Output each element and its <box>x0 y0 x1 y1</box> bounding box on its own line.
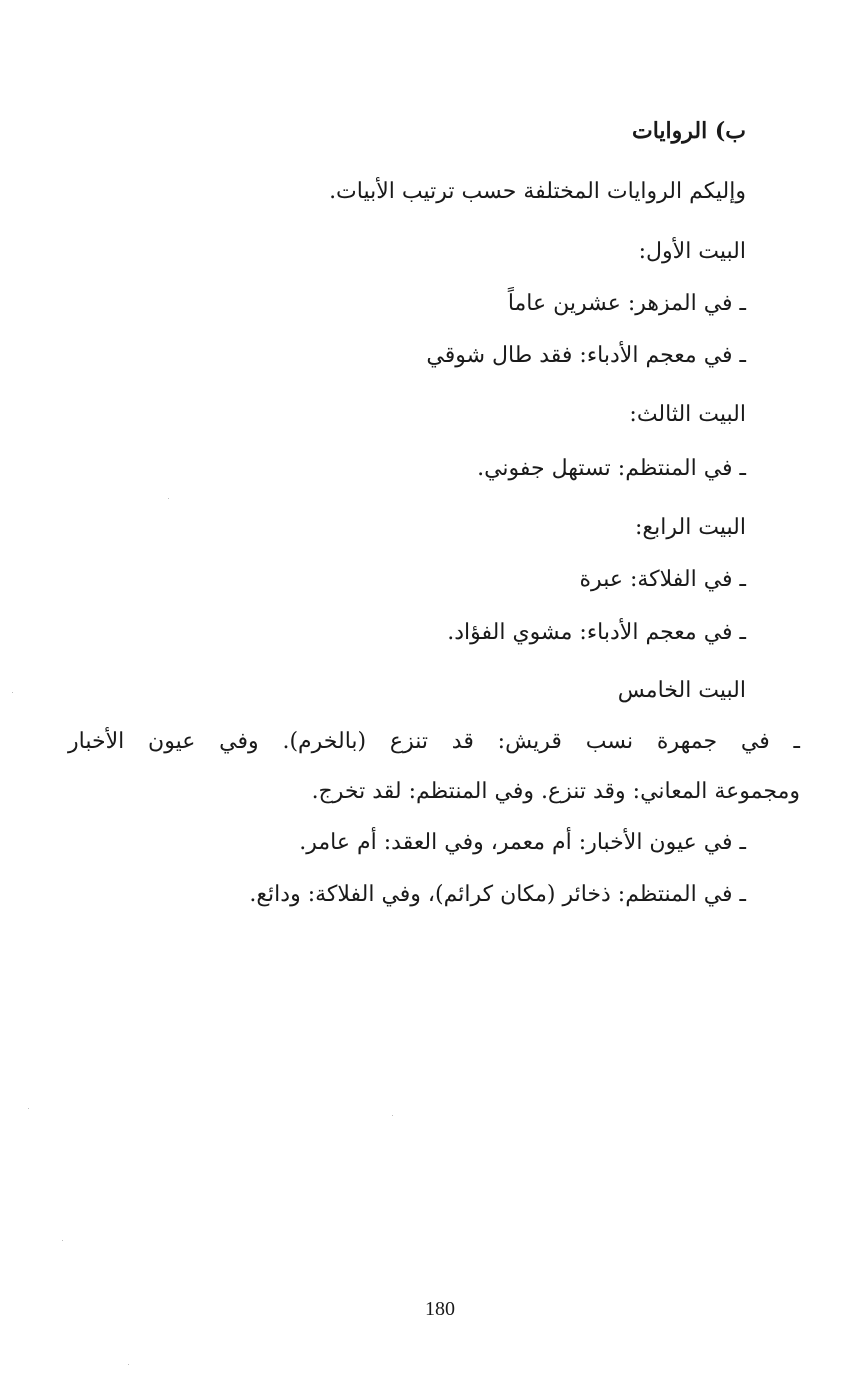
verse-1-title: البيت الأول: <box>638 239 746 264</box>
scan-speck <box>128 1364 129 1365</box>
verse-5-variant-2: ـ في عيون الأخبار: أم معمر، وفي العقد: أم عامر. <box>299 830 746 855</box>
scan-speck <box>12 692 13 693</box>
verse-1-variant-2: ـ في معجم الأدباء: فقد طال شوقي <box>426 343 746 368</box>
verse-3-variant-1: ـ في المنتظم: تستهل جفوني. <box>477 456 746 481</box>
verse-5-variant-1-line-1: ـ في جمهرة نسب قريش: قد تنزع (بالخرم). وفي عيون الأخبار <box>68 729 800 754</box>
section-heading: ب) الروايات <box>631 118 746 144</box>
scan-speck <box>392 1115 393 1116</box>
scan-speck <box>28 1108 29 1109</box>
page-number: 180 <box>425 1298 455 1320</box>
verse-5-variant-3: ـ في المنتظم: ذخائر (مكان كرائم)، وفي الفلاكة: ودائع. <box>249 882 746 907</box>
verse-1-variant-1: ـ في المزهر: عشرين عاماً <box>507 291 746 316</box>
verse-5-variant-1-line-2: ومجموعة المعاني: وقد تنزع. وفي المنتظم: لقد تخرج. <box>311 779 800 804</box>
verse-5-title: البيت الخامس <box>617 678 746 703</box>
intro-paragraph: وإليكم الروايات المختلفة حسب ترتيب الأبيات. <box>329 179 746 204</box>
scan-speck <box>168 498 169 499</box>
verse-3-title: البيت الثالث: <box>629 402 746 427</box>
verse-4-title: البيت الرابع: <box>635 515 746 540</box>
verse-4-variant-2: ـ في معجم الأدباء: مشوي الفؤاد. <box>447 620 746 645</box>
verse-4-variant-1: ـ في الفلاكة: عبرة <box>579 567 746 592</box>
scan-speck <box>62 1240 63 1241</box>
